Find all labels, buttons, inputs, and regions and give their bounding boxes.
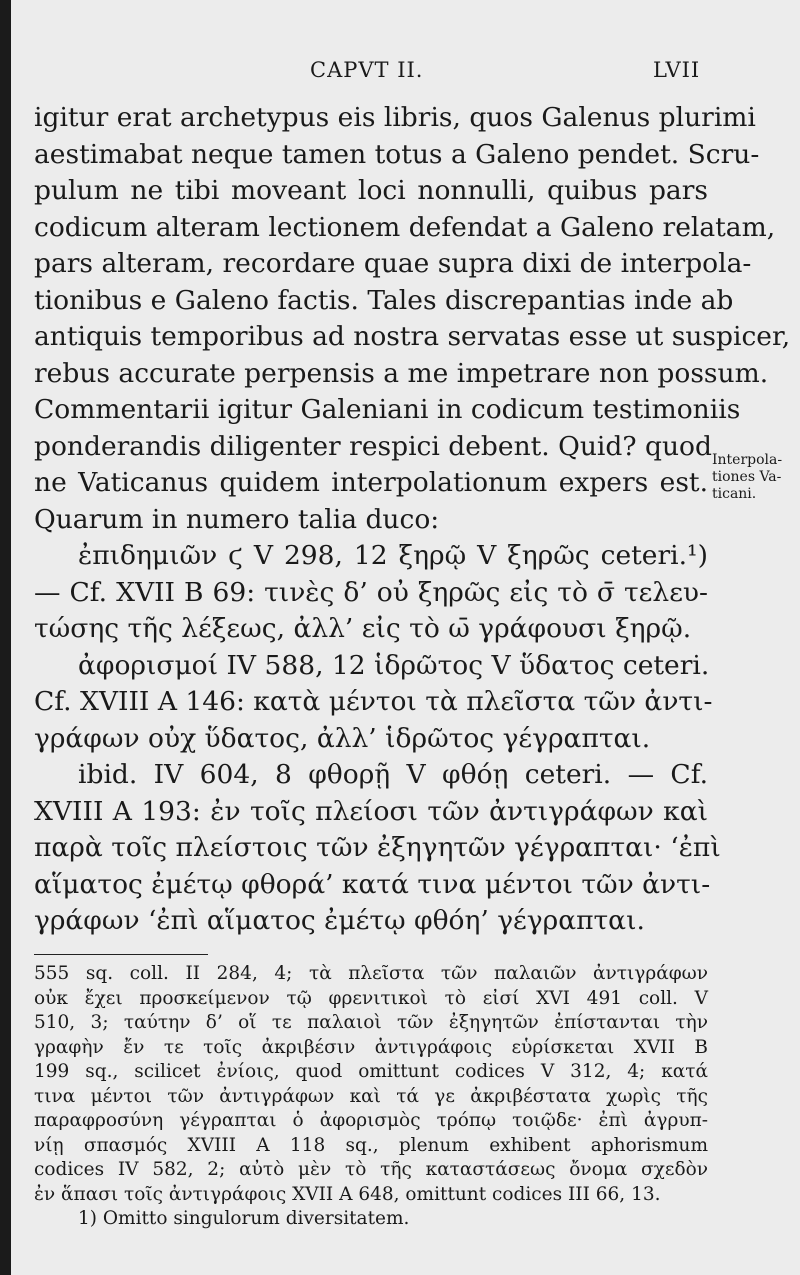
text-line: ἀφορισμοί IV 588, 12 ἱδρῶτος V ὕδατος ceteri. [78,649,710,681]
text-line: Cf. XVIII A 146: κατὰ μέντοι τὰ πλεῖστα τῶν ἀντι- [34,686,713,717]
text-line: γράφων οὐχ ὕδατος, ἀλλ’ ἱδρῶτος γέγραπται. [34,722,651,754]
text-line: ne Vaticanus quidem interpolationum expers est. [34,467,708,498]
text-line: ponderandis diligenter respici debent. Quid? quod [34,430,712,462]
note-line: οὐκ ἔχει προσκείμενον τῷ φρενιτικοὶ τὸ εἰσί XVI 491 coll. V [34,987,708,1009]
text-line: — Cf. XVII B 69: τινὲς δ’ οὐ ξηρῶς εἰς τὸ σ̄ τελευ- [34,576,708,608]
text-line: tionibus e Galeno factis. Tales discrepantias inde ab [34,284,734,316]
margin-note-line: Interpola- [712,452,783,468]
note-line: 199 sq., scilicet ἐνίοις, quod omittunt codices V 312, 4; κατά [34,1061,708,1082]
footnote-rule [34,954,208,955]
text-line: pars alteram, recordare quae supra dixi de interpola- [34,248,752,279]
note-line: νίῃ σπασμός XVIII A 118 sq., plenum exhibent aphorismum [34,1134,708,1156]
text-line: igitur erat archetypus eis libris, quos Galenus plurimi [34,102,756,133]
text-line: antiquis temporibus ad nostra servatas esse ut suspicer, [34,321,791,352]
text-line: τώσης τῆς λέξεως, ἀλλ’ εἰς τὸ ω̄ γράφουσι ξηρῷ. [34,613,692,644]
text-line: παρὰ τοῖς πλείστοις τῶν ἐξηγητῶν γέγραπται· ‘ἐπὶ [34,832,721,863]
text-line: Quarum in numero talia duco: [34,503,440,535]
note-line: τινα μέντοι τῶν ἀντιγράφων καὶ τά γε ἀκριβέστατα χωρὶς τῆς [34,1085,708,1107]
text-line: pulum ne tibi moveant loci nonnulli, quibus pars [34,175,708,206]
note-line: ἐν ἅπασι τοῖς ἀντιγράφοις XVII A 648, omittunt codices III 66, 13. [34,1183,661,1205]
text-line: αἵματος ἐμέτῳ φθορά’ κατά τινα μέντοι τῶν ἀντι- [34,868,711,900]
text-line: XVIII A 193: ἐν τοῖς πλείοσι τῶν ἀντιγράφων καὶ [34,795,708,827]
page-number: LVII [653,58,701,82]
margin-note-line: tiones Va- [712,469,782,485]
text-line: aestimabat neque tamen totus a Galeno pendet. Scru- [34,138,760,170]
text-line: ἐπιδημιῶν ϛ V 298, 12 ξηρῷ V ξηρῶς ceteri.¹) [78,540,708,571]
footnotes [34,962,708,1232]
text-line: ibid. IV 604, 8 φθορῇ V φθόῃ ceteri. — Cf. [78,759,708,790]
text-line: γράφων ‘ἐπὶ αἵματος ἐμέτῳ φθόη’ γέγραπται. [34,905,645,936]
note-line: codices IV 582, 2; αὐτὸ μὲν τὸ τῆς καταστάσεως ὄνομα σχεδὸν [34,1159,708,1180]
margin-note [712,452,790,503]
margin-note-line: ticani. [712,486,757,502]
page-edge-shadow [0,0,11,1275]
text-line: Commentarii igitur Galeniani in codicum testimoniis [34,394,741,425]
note-line: γραφὴν ἔν τε τοῖς ἀκριβέσιν ἀντιγράφοις εὑρίσκεται XVII B [34,1036,708,1058]
note-line: 555 sq. coll. II 284, 4; τὰ πλεῖστα τῶν παλαιῶν ἀντιγράφων [34,963,708,984]
note-line: παραφροσύνη γέγραπται ὁ ἀφορισμὸς τρόπῳ τοιῷδε· ἐπὶ ἀγρυπ- [34,1110,708,1131]
text-line: codicum alteram lectionem defendat a Galeno relatam, [34,211,776,243]
footnote: 1) Omitto singulorum diversitatem. [78,1208,410,1229]
running-head: CAPVT II. [310,58,424,82]
text-line: rebus accurate perpensis a me impetrare non possum. [34,357,769,389]
note-line: 510, 3; ταύτην δ’ οἵ τε παλαιοὶ τῶν ἐξηγητῶν ἐπίστανται τὴν [34,1012,708,1033]
